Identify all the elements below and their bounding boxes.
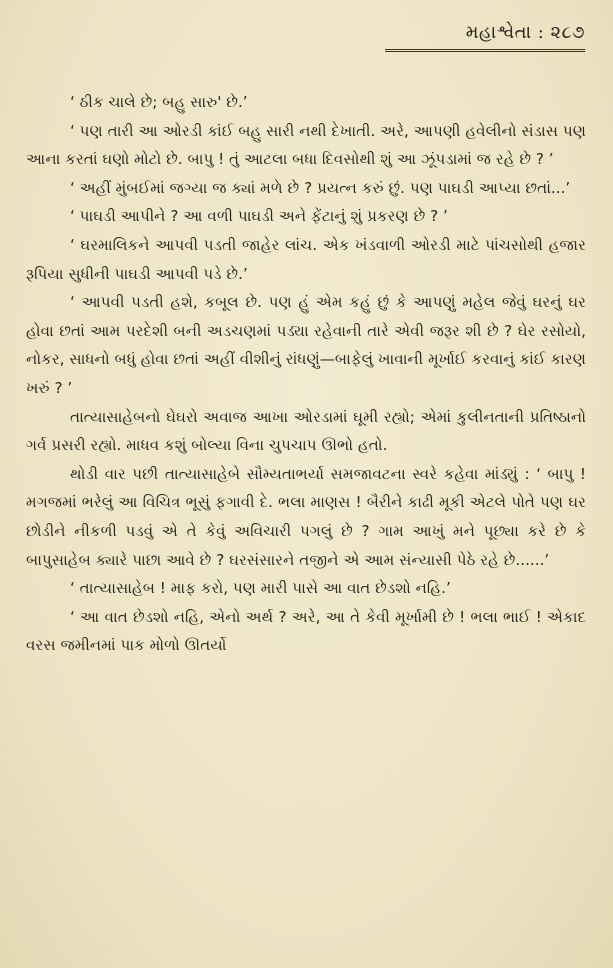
paragraph: ‘ પણ તારી આ ઓરડી કાંઈ બહુ સારી નથી દેખાતી. અરે, આપણી હવેલીનો સંડાસ પણ આના કરતાં ઘણો મોટો છે. બાપુ ! તું આટલા બધા દિવસોથી શું આ ઝૂંપડામાં જ રહે છે ? ’ — [26, 121, 586, 169]
paragraph: ‘ આપવી પડતી હશે, કબૂલ છે. પણ હું એમ કહું છું કે આપણું મહેલ જેવું ઘરનું ઘર હોવા છતાં આમ પરદેશી બની અડચણમાં પડ્યા રહેવાની તારે એવી જરૂર શી છે ? ઘેર રસોયો, નોકર, સાધનો બધું હોવા છતાં અહીં વીશીનું રાંધણું—બાફેલું ખાવાની મૂર્ખાઈ કરવાનું કાંઈ કારણ ખરું ? ’ — [26, 293, 586, 397]
paragraph: થોડી વાર પછી તાત્યાસાહેબે સૌમ્યતાભર્યા સમજાવટના સ્વરે કહેવા માંડ્યું : ‘ બાપુ ! મગજમાં ભરેલું આ વિચિત્ર ભૂસું ફગાવી દે. ભલા માણસ ! બૈરીને કાઢી મૂકી એટલે પોતે પણ ઘર છોડીને નીકળી પડવું એ તે કેવું અવિચારી પગલું છે ? ગામ આખું મને પૂછ્યા કરે છે કે બાપુસાહેબ ક્યારે પાછા આવે છે ? ઘરસંસારને તજીને એ આમ સંન્યાસી પેઠે રહે છે......’ — [26, 464, 586, 569]
page-body — [26, 88, 586, 660]
page-header — [385, 22, 585, 52]
running-head: મહાશ્વેતા : ૨૮૭ — [465, 22, 585, 43]
paragraph: ‘ આ વાત છેડશો નહિ, એનો અર્થ ? અરે, આ તે કેવી મૂર્ખામી છે ! ભલા ભાઈ ! એકાદ વરસ જમીનમાં પાક મોળો ઊતર્યો — [26, 607, 586, 655]
paragraph: તાત્યાસાહેબનો ઘેઘરો અવાજ આખા ઓરડામાં ઘૂમી રહ્યો; એમાં કુલીનતાની પ્રતિષ્ઠાનો ગર્વ પ્રસરી રહ્યો. માધવ કશું બોલ્યા વિના ચુપચાપ ઊભો હતો. — [26, 407, 586, 455]
paragraph: ‘ પાઘડી આપીને ? આ વળી પાઘડી અને ફેંટાનું શું પ્રકરણ છે ? ’ — [70, 207, 448, 226]
paragraph: ‘ તાત્યાસાહેબ ! માફ કરો, પણ મારી પાસે આ વાત છેડશો નહિ.’ — [70, 579, 451, 598]
paragraph: ‘ ઘરમાલિકને આપવી પડતી જાહેર લાંચ. એક ખંડવાળી ઓરડી માટે પાંચસોથી હજાર રૂપિયા સુધીની પાઘડી આપવી પડે છે.’ — [26, 235, 586, 283]
paragraph: ‘ અહીં મુંબઈમાં જગ્યા જ ક્યાં મળે છે ? પ્રયત્ન કરું છું. પણ પાઘડી આપ્યા છતાં...’ — [70, 178, 571, 197]
paragraph: ‘ ઠીક ચાલે છે; બહુ સારુ' છે.’ — [70, 93, 248, 111]
header-underline — [385, 49, 585, 52]
